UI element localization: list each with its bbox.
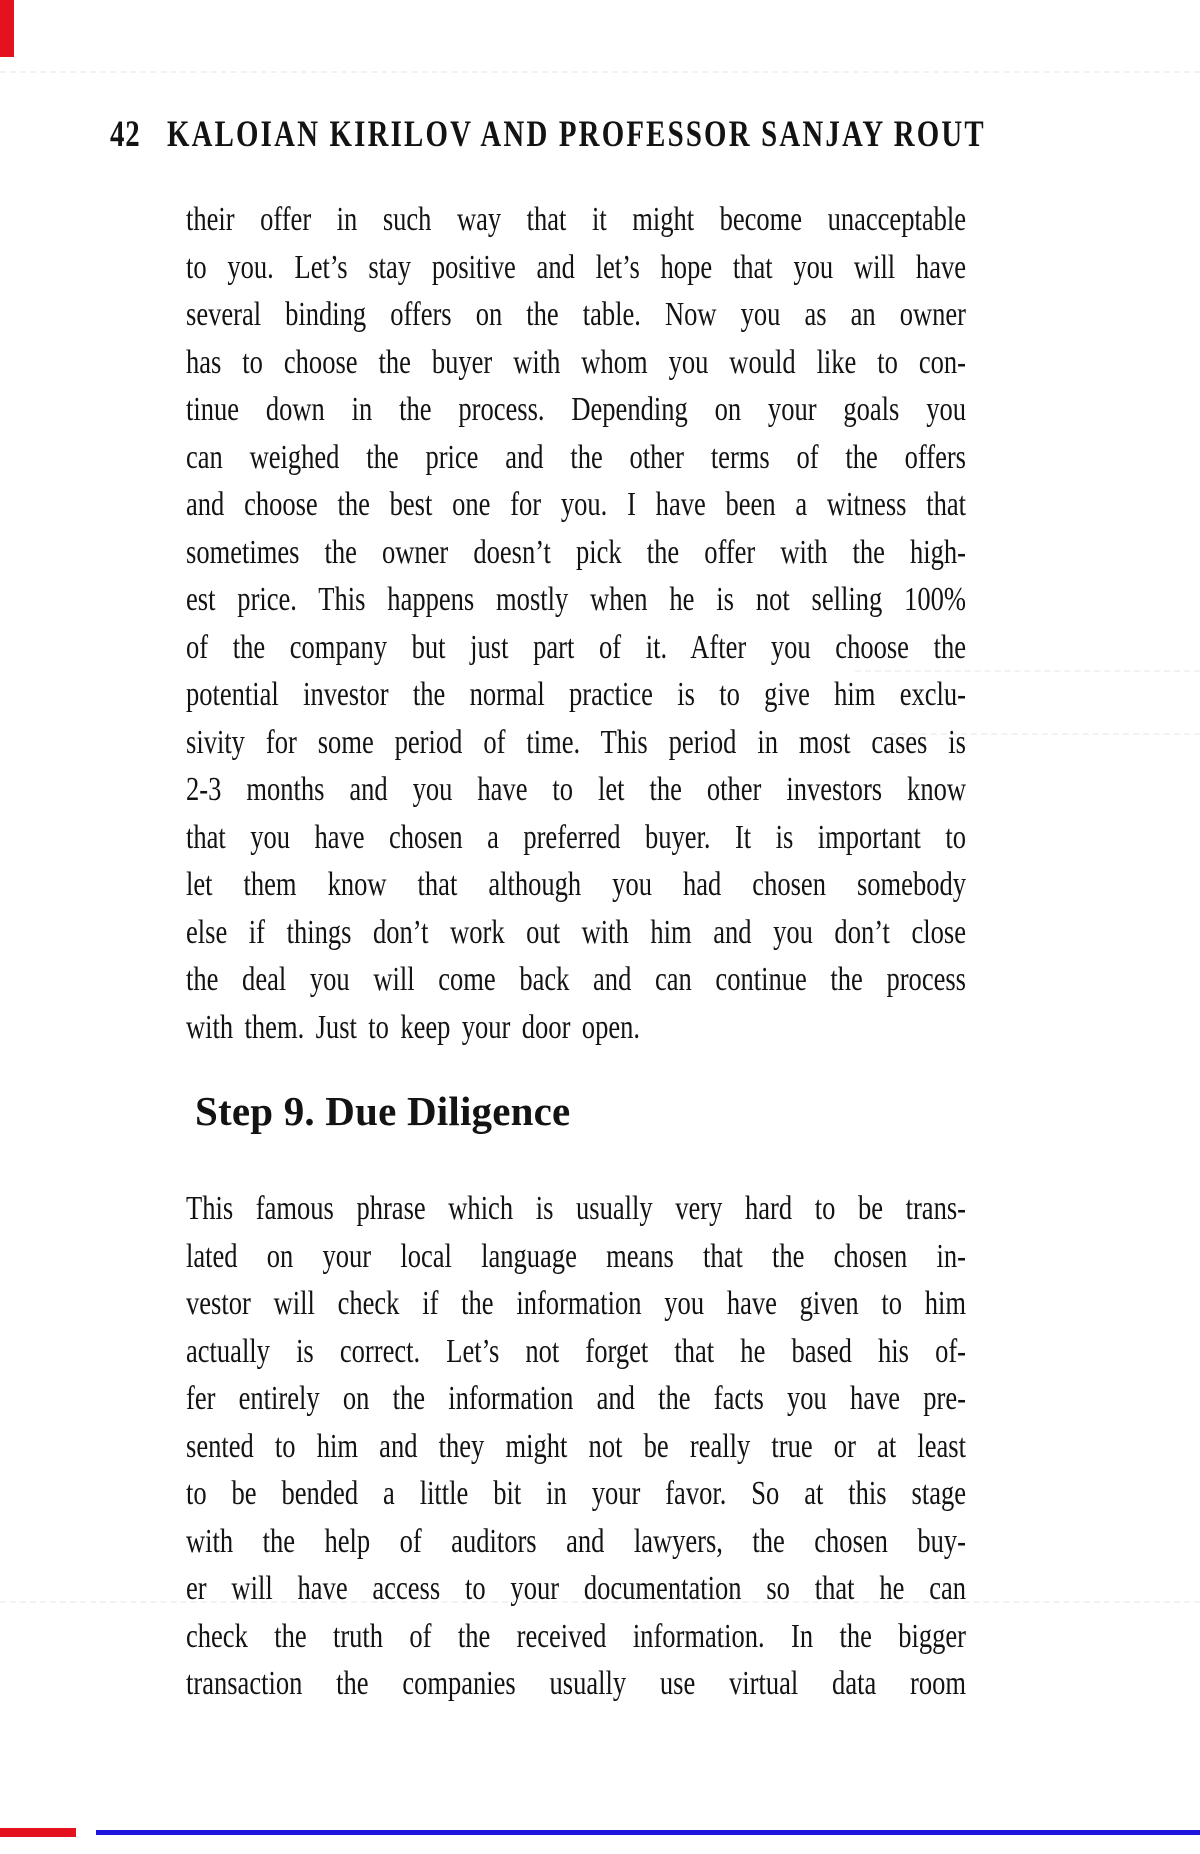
text-line: er will have access to your documentation so that he can [186, 1570, 966, 1607]
text-line: sometimes the owner doesn’t pick the offer with the high- [186, 533, 966, 571]
text-line: the deal you will come back and can continue the process [186, 961, 966, 998]
text-line: let them know that although you had chosen somebody [186, 866, 966, 903]
running-title: KALOIAN KIRILOV AND PROFESSOR SANJAY ROUT [166, 114, 986, 155]
text-line: This famous phrase which is usually very hard to be trans- [186, 1190, 966, 1227]
text-line: potential investor the normal practice is to give him exclu- [186, 676, 966, 713]
text-line: with the help of auditors and lawyers, the chosen buy- [186, 1522, 966, 1560]
text-line: several binding offers on the table. Now you as an owner [186, 296, 966, 333]
paragraph-2 [186, 1185, 966, 1708]
text-line: vestor will check if the information you have given to him [186, 1285, 966, 1322]
page-number: 42 [110, 114, 141, 155]
text-line: lated on your local language means that the chosen in- [186, 1237, 966, 1275]
text-line: to be bended a little bit in your favor. So at this stage [186, 1475, 966, 1512]
text-line: sivity for some period of time. This period in most cases is [186, 723, 966, 761]
running-header [110, 115, 986, 155]
text-line: tinue down in the process. Depending on your goals you [186, 391, 966, 428]
scan-artifact-bottom-rule [96, 1830, 1200, 1835]
scan-artifact-bottom-left-mark [0, 1828, 76, 1837]
text-line: has to choose the buyer with whom you would like to con- [186, 343, 966, 381]
text-line: and choose the best one for you. I have been a witness that [186, 486, 966, 523]
text-line: of the company but just part of it. After you choose the [186, 628, 966, 666]
text-line: with them. Just to keep your door open. [186, 1008, 640, 1046]
scan-artifact-line [0, 71, 1200, 73]
text-line: their offer in such way that it might become unacceptable [186, 201, 966, 238]
text-line: can weighed the price and the other terms of the offers [186, 438, 966, 476]
text-line: that you have chosen a preferred buyer. It is important to [186, 818, 966, 856]
text-line: actually is correct. Let’s not forget that he based his of- [186, 1332, 966, 1370]
scan-artifact-corner-mark [0, 0, 14, 57]
text-line: to you. Let’s stay positive and let’s hope that you will have [186, 248, 966, 286]
paragraph-1 [186, 196, 966, 1051]
text-line: 2-3 months and you have to let the other investors know [186, 771, 966, 808]
text-line: transaction the companies usually use virtual data room [186, 1665, 966, 1702]
text-line: fer entirely on the information and the facts you have pre- [186, 1380, 966, 1417]
section-heading: Step 9. Due Diligence [195, 1088, 571, 1134]
text-line: else if things don’t work out with him and you don’t close [186, 913, 966, 951]
text-line: est price. This happens mostly when he is not selling 100% [186, 581, 966, 618]
text-line: sented to him and they might not be really true or at least [186, 1427, 966, 1465]
text-line: check the truth of the received information. In the bigger [186, 1617, 966, 1655]
